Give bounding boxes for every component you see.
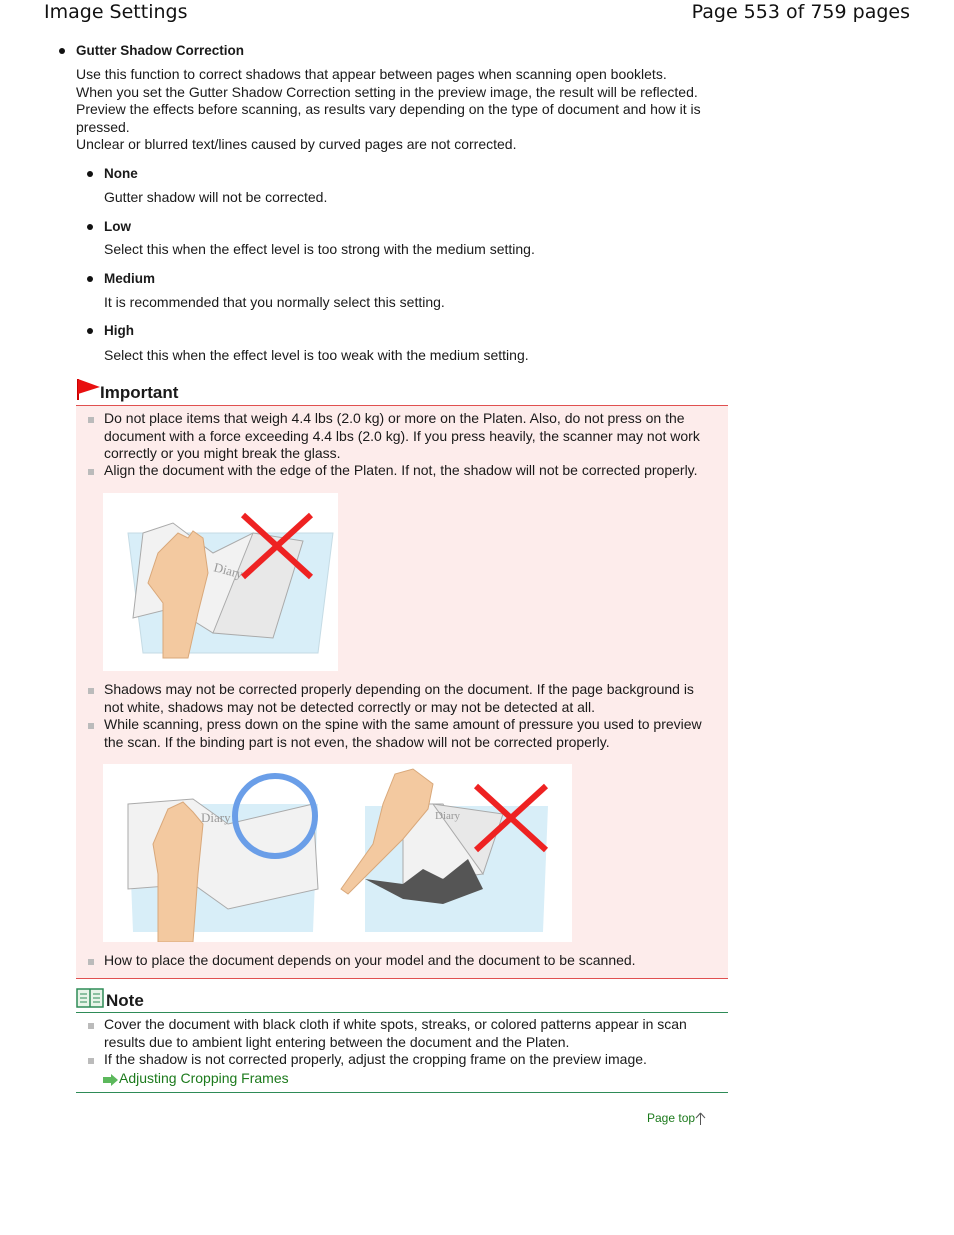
section-heading: Gutter Shadow Correction	[76, 43, 245, 58]
square-bullet-icon	[88, 1058, 94, 1064]
intro-line: Use this function to correct shadows that appear between pages when scanning open booklets.	[76, 66, 667, 82]
illustration-incorrect	[103, 493, 338, 671]
book-icon	[76, 988, 104, 1008]
important-text: the scan. If the binding part is not even, the shadow will not be corrected properly.	[104, 733, 610, 750]
note-title: Note	[106, 991, 144, 1010]
bullet-icon	[87, 328, 93, 334]
intro-line: When you set the Gutter Shadow Correction setting in the preview image, the result will be reflected.	[76, 83, 698, 100]
important-title: Important	[100, 383, 179, 402]
option-label: Low	[104, 219, 131, 234]
diary-label: Diary	[201, 810, 231, 825]
note-text: Cover the document with black cloth if white spots, streaks, or colored patterns appear in scan	[104, 1016, 687, 1032]
page-top-link[interactable]: Page top	[647, 1111, 696, 1125]
option-label: None	[104, 166, 138, 181]
important-text: Align the document with the edge of the Platen. If not, the shadow will not be corrected properly.	[104, 462, 698, 478]
option-desc: Select this when the effect level is too strong with the medium setting.	[104, 241, 535, 257]
option-label: Medium	[104, 271, 156, 286]
note-divider-bottom	[76, 1092, 728, 1093]
arrow-right-icon	[103, 1074, 118, 1086]
page-number: Page 553 of 759 pages	[691, 1, 910, 23]
bullet-icon	[59, 48, 65, 54]
bullet-icon	[87, 224, 93, 230]
option-desc: Gutter shadow will not be corrected.	[104, 189, 328, 205]
diary-label: Diary	[212, 559, 245, 582]
illustration-correct-incorrect	[103, 764, 572, 942]
intro-line: pressed.	[76, 118, 130, 135]
arrow-up-icon[interactable]	[695, 1112, 706, 1126]
bullet-icon	[87, 276, 93, 282]
option-label: High	[104, 323, 134, 338]
option-desc: Select this when the effect level is too weak with the medium setting.	[104, 347, 529, 363]
intro-line: Unclear or blurred text/lines caused by curved pages are not corrected.	[76, 136, 517, 152]
adjusting-cropping-frames-link[interactable]: Adjusting Cropping Frames	[119, 1070, 289, 1086]
page-title: Image Settings	[44, 1, 188, 23]
important-text: document with a force exceeding 4.4 lbs (2.0 kg). If you press heavily, the scanner may not work	[104, 427, 700, 444]
square-bullet-icon	[88, 959, 94, 965]
flag-icon	[76, 377, 102, 401]
square-bullet-icon	[88, 417, 94, 423]
square-bullet-icon	[88, 469, 94, 475]
square-bullet-icon	[88, 723, 94, 729]
important-text: How to place the document depends on your model and the document to be scanned.	[104, 952, 636, 968]
note-divider-top	[76, 1012, 728, 1013]
square-bullet-icon	[88, 688, 94, 694]
important-text: not white, shadows may not be detected correctly or may not be detected at all.	[104, 698, 596, 715]
note-text: If the shadow is not corrected properly, adjust the cropping frame on the preview image.	[104, 1051, 647, 1067]
important-text: Shadows may not be corrected properly depending on the document. If the page background is	[104, 681, 694, 697]
option-desc: It is recommended that you normally select this setting.	[104, 294, 445, 310]
important-text: correctly or you might break the glass.	[104, 445, 341, 461]
diary-label: Diary	[435, 810, 461, 822]
important-text: Do not place items that weigh 4.4 lbs (2.0 kg) or more on the Platen. Also, do not press on the	[104, 410, 685, 426]
square-bullet-icon	[88, 1023, 94, 1029]
intro-line: Preview the effects before scanning, as results vary depending on the type of document and how it is	[76, 101, 701, 117]
bullet-icon	[87, 171, 93, 177]
important-text: While scanning, press down on the spine with the same amount of pressure you used to preview	[104, 716, 702, 732]
note-text: results due to ambient light entering between the document and the Platen.	[104, 1033, 570, 1050]
